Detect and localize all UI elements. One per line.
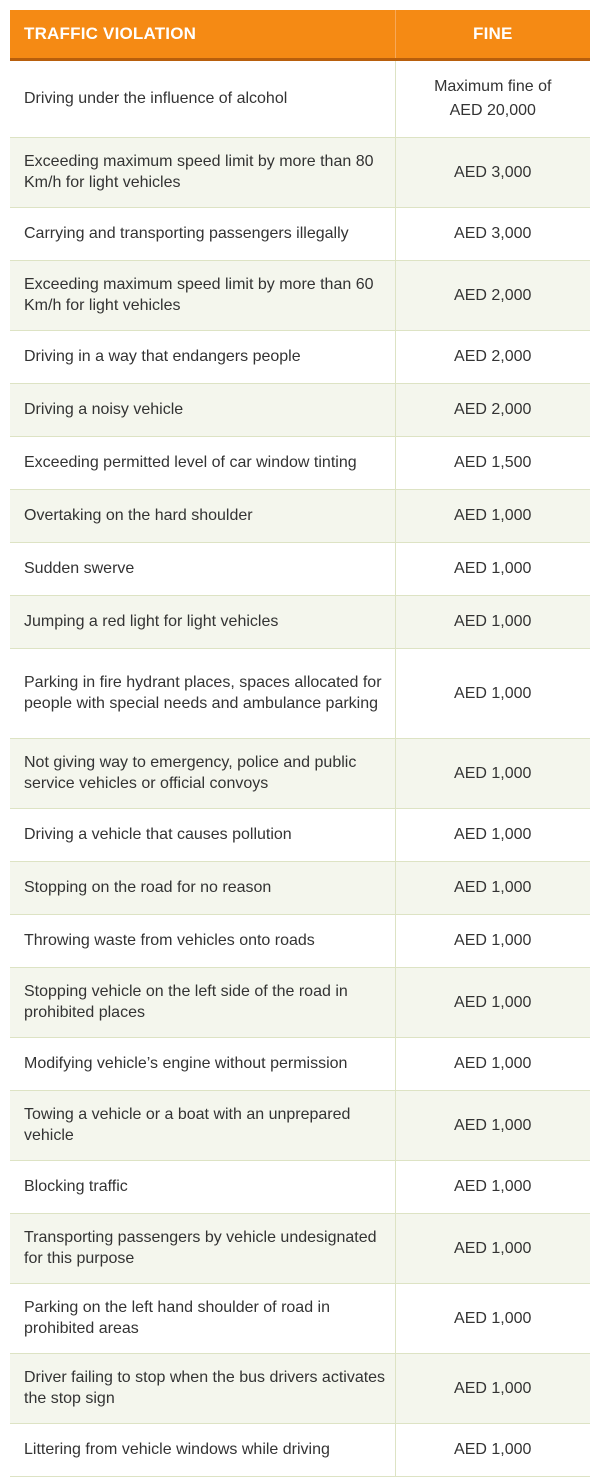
violation-cell: Transporting passengers by vehicle undesignated for this purpose	[10, 1214, 395, 1284]
header-row	[10, 10, 590, 60]
fine-cell: AED 1,000	[395, 490, 590, 543]
table-row	[10, 261, 590, 331]
violation-cell: Exceeding permitted level of car window tinting	[10, 437, 395, 490]
violation-cell: Modifying vehicle’s engine without permission	[10, 1038, 395, 1091]
traffic-fines-table	[10, 10, 590, 1477]
fine-cell: AED 1,000	[395, 1284, 590, 1354]
table-row	[10, 543, 590, 596]
fine-cell: AED 1,000	[395, 596, 590, 649]
table-row	[10, 596, 590, 649]
table-header	[10, 10, 590, 60]
header-fine: FINE	[395, 10, 590, 60]
table-row	[10, 208, 590, 261]
violation-cell: Overtaking on the hard shoulder	[10, 490, 395, 543]
fine-cell: AED 1,500	[395, 437, 590, 490]
fine-cell: AED 2,000	[395, 261, 590, 331]
fine-cell: AED 1,000	[395, 968, 590, 1038]
violation-cell: Parking on the left hand shoulder of road in prohibited areas	[10, 1284, 395, 1354]
table-row	[10, 862, 590, 915]
fine-cell: AED 1,000	[395, 649, 590, 739]
fine-cell: AED 1,000	[395, 1091, 590, 1161]
table-row	[10, 331, 590, 384]
header-traffic-violation: TRAFFIC VIOLATION	[10, 10, 395, 60]
violation-cell: Driver failing to stop when the bus drivers activates the stop sign	[10, 1354, 395, 1424]
violation-cell: Throwing waste from vehicles onto roads	[10, 915, 395, 968]
table-row	[10, 60, 590, 138]
violation-cell: Stopping on the road for no reason	[10, 862, 395, 915]
table-row	[10, 739, 590, 809]
violation-cell: Littering from vehicle windows while driving	[10, 1424, 395, 1477]
table-row	[10, 915, 590, 968]
fine-cell	[395, 60, 590, 138]
fine-cell: AED 3,000	[395, 208, 590, 261]
violation-cell: Driving a vehicle that causes pollution	[10, 809, 395, 862]
table-body	[10, 60, 590, 1477]
violation-cell: Driving in a way that endangers people	[10, 331, 395, 384]
fine-cell: AED 1,000	[395, 1161, 590, 1214]
violation-cell: Parking in fire hydrant places, spaces allocated for people with special needs and ambulance parking	[10, 649, 395, 739]
table-row	[10, 1214, 590, 1284]
table-row	[10, 1284, 590, 1354]
table-row	[10, 1038, 590, 1091]
violation-cell: Exceeding maximum speed limit by more than 60 Km/h for light vehicles	[10, 261, 395, 331]
violation-cell: Carrying and transporting passengers illegally	[10, 208, 395, 261]
table-row	[10, 1354, 590, 1424]
violation-cell: Towing a vehicle or a boat with an unprepared vehicle	[10, 1091, 395, 1161]
table-row	[10, 809, 590, 862]
fine-cell: AED 1,000	[395, 1354, 590, 1424]
table-row	[10, 968, 590, 1038]
table-row	[10, 384, 590, 437]
violation-cell: Stopping vehicle on the left side of the road in prohibited places	[10, 968, 395, 1038]
violation-cell: Jumping a red light for light vehicles	[10, 596, 395, 649]
fine-cell: AED 1,000	[395, 809, 590, 862]
fine-cell: AED 1,000	[395, 862, 590, 915]
table-row	[10, 437, 590, 490]
table-row	[10, 1091, 590, 1161]
violation-cell: Sudden swerve	[10, 543, 395, 596]
fine-cell: AED 1,000	[395, 543, 590, 596]
table-row	[10, 138, 590, 208]
violation-cell: Not giving way to emergency, police and public service vehicles or official convoys	[10, 739, 395, 809]
violation-cell: Exceeding maximum speed limit by more than 80 Km/h for light vehicles	[10, 138, 395, 208]
fine-cell: AED 1,000	[395, 1214, 590, 1284]
table-row	[10, 1424, 590, 1477]
fine-cell: AED 3,000	[395, 138, 590, 208]
fine-cell-line1: Maximum fine of	[434, 78, 552, 95]
table-row	[10, 490, 590, 543]
fine-cell: AED 1,000	[395, 1038, 590, 1091]
table-row	[10, 1161, 590, 1214]
fine-cell: AED 1,000	[395, 1424, 590, 1477]
fine-cell: AED 2,000	[395, 331, 590, 384]
fine-cell-line2: AED 20,000	[449, 102, 536, 119]
fine-cell: AED 2,000	[395, 384, 590, 437]
traffic-fines-table-container	[10, 10, 590, 1477]
violation-cell: Driving under the influence of alcohol	[10, 60, 395, 138]
fine-cell: AED 1,000	[395, 915, 590, 968]
violation-cell: Blocking traffic	[10, 1161, 395, 1214]
table-row	[10, 649, 590, 739]
violation-cell: Driving a noisy vehicle	[10, 384, 395, 437]
fine-cell: AED 1,000	[395, 739, 590, 809]
